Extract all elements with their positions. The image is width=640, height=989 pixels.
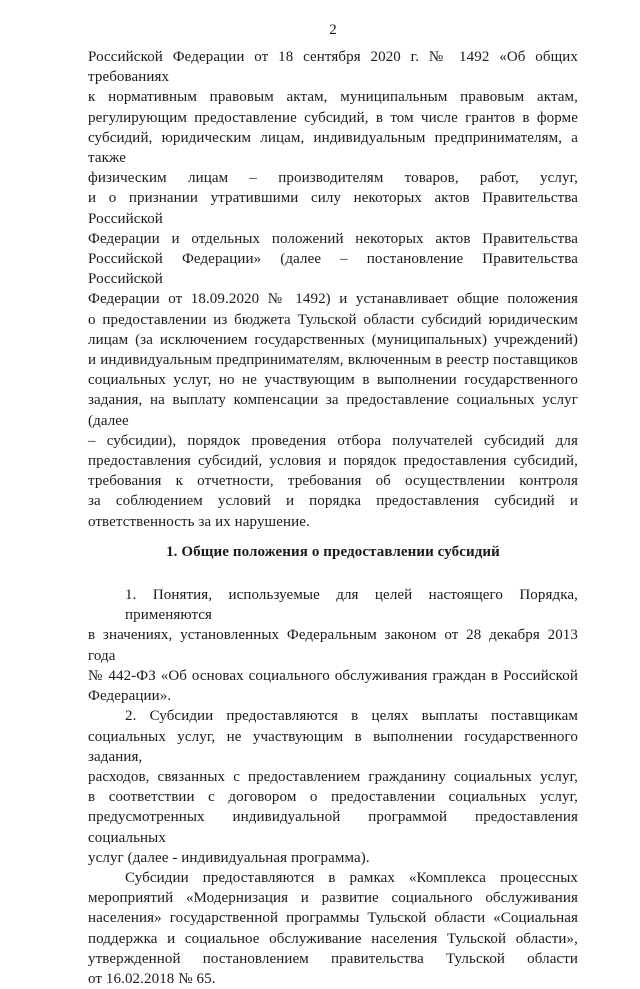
text-line: Федерации и отдельных положений некоторых актов Правительства: [88, 230, 578, 247]
text-line: социальных услуг, не участвующим в выполнении государственного задания,: [88, 728, 578, 765]
text-line: Федерации от 18.09.2020 № 1492) и устанавливает общие положения: [88, 291, 578, 308]
text-line: поддержка и социальное обслуживание населения Тульской области»,: [88, 930, 578, 947]
text-line: расходов, связанных с предоставлением гражданину социальных услуг,: [88, 768, 578, 785]
text-line: предоставления субсидий, условия и порядок предоставления субсидий,: [88, 453, 578, 470]
text-line: Субсидии предоставляются в рамках «Комплекса процессных: [125, 869, 578, 886]
section-heading: 1. Общие положения о предоставлении субсидий: [166, 543, 500, 560]
text-line: Федерации».: [88, 688, 172, 705]
text-line: к нормативным правовым актам, муниципальным правовым актам,: [88, 89, 578, 106]
text-line: № 442-ФЗ «Об основах социального обслуживания граждан в Российской: [88, 667, 578, 684]
text-line: регулирующим предоставление субсидий, в том числе грантов в форме: [88, 109, 578, 126]
paragraph: [88, 706, 578, 868]
text-line: Российской Федерации от 18 сентября 2020 г. № 1492 «Об общих требованиях: [88, 49, 578, 86]
text-line: задания, на выплату компенсации за предоставление социальных услуг (далее: [88, 392, 578, 429]
text-line: 2. Субсидии предоставляются в целях выплаты поставщикам: [125, 708, 578, 725]
text-line: о предоставлении из бюджета Тульской области субсидий юридическим: [88, 311, 578, 328]
text-line: в соответствии с договором о предоставлении социальных услуг,: [88, 789, 578, 806]
page-number: 2: [329, 22, 337, 38]
text-line: мероприятий «Модернизация и развитие социального обслуживания: [88, 890, 578, 907]
paragraph: [88, 47, 578, 532]
paragraph: [88, 585, 578, 706]
text-line: от 16.02.2018 № 65.: [88, 970, 216, 987]
text-line: лицам (за исключением государственных (муниципальных) учреждений): [88, 331, 578, 348]
text-line: Российской Федерации» (далее – постановление Правительства Российской: [88, 251, 578, 288]
text-line: за соблюдением условий и порядка предоставления субсидий и: [88, 493, 578, 510]
text-line: в значениях, установленных Федеральным законом от 28 декабря 2013 года: [88, 627, 578, 664]
text-line: и индивидуальным предпринимателям, включенным в реестр поставщиков: [88, 352, 578, 369]
text-line: 1. Понятия, используемые для целей настоящего Порядка, применяются: [125, 587, 578, 624]
text-line: требования к отчетности, требования об осуществлении контроля: [88, 473, 578, 490]
document-body: [88, 47, 578, 989]
text-line: и о признании утратившими силу некоторых актов Правительства Российской: [88, 190, 578, 227]
text-line: населения» государственной программы Тульской области «Социальная: [88, 910, 578, 927]
text-line: – субсидии), порядок проведения отбора получателей субсидий для: [88, 432, 578, 449]
text-line: социальных услуг, но не участвующим в выполнении государственного: [88, 372, 578, 389]
text-line: физическим лицам – производителям товаров, работ, услуг,: [88, 170, 578, 187]
text-line: услуг (далее - индивидуальная программа).: [88, 849, 370, 866]
text-line: ответственность за их нарушение.: [88, 513, 310, 530]
paragraph: [88, 868, 578, 989]
text-line: субсидий, юридическим лицам, индивидуальным предпринимателям, а также: [88, 129, 578, 167]
text-line: утвержденной постановлением правительства Тульской области: [88, 950, 578, 967]
text-line: предусмотренных индивидуальной программой предоставления социальных: [88, 809, 578, 846]
